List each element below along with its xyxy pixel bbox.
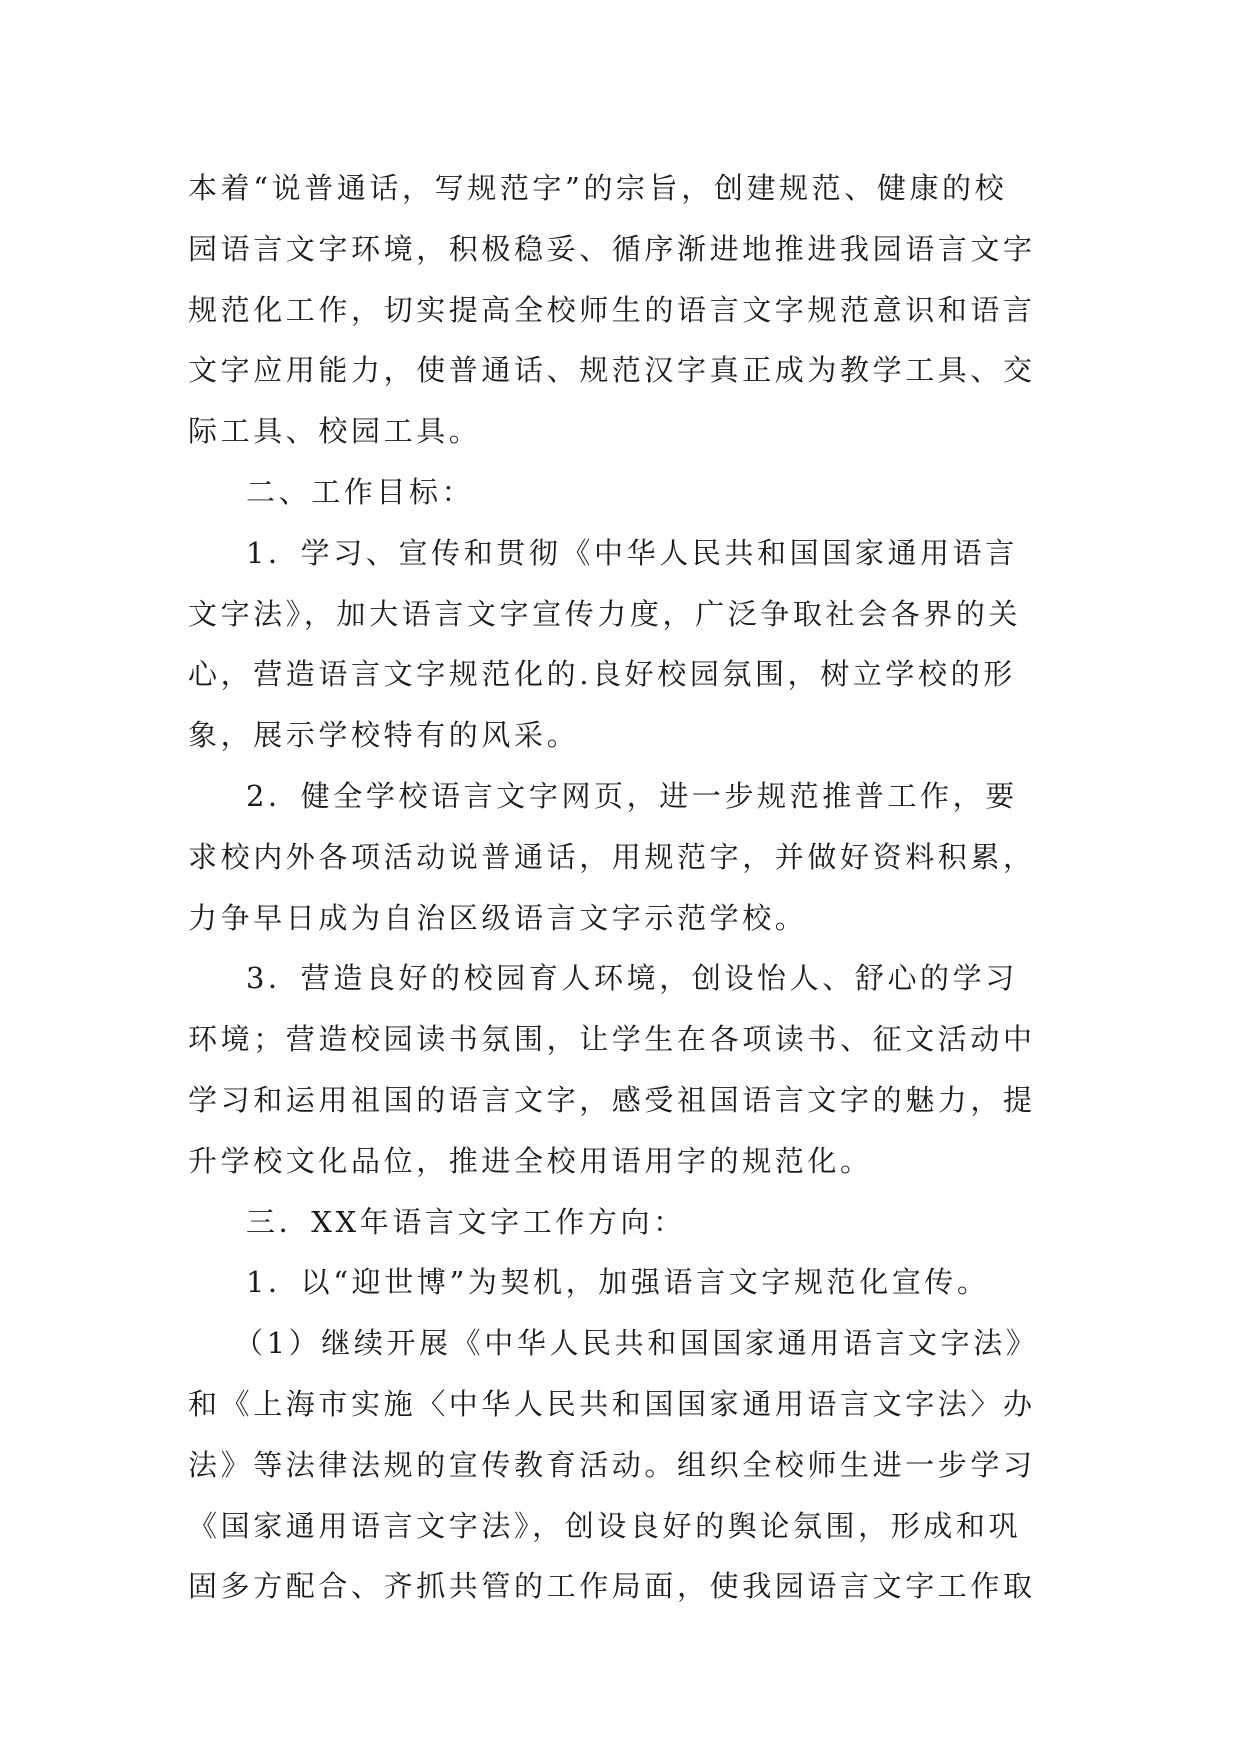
- text-line: 际工具、校园工具。: [188, 414, 482, 449]
- text-line: 规范化工作，切实提高全校师生的语言文字规范意识和语言: [188, 292, 1036, 327]
- text-line: 文字法》，加大语言文字宣传力度，广泛争取社会各界的关: [188, 596, 1022, 631]
- text-line: 文字应用能力，使普通话、规范汉字真正成为教学工具、交: [188, 353, 1036, 388]
- text-line: 1．以“迎世博”为契机，加强语言文字规范化宣传。: [246, 1265, 990, 1300]
- text-line: 法》等法律法规的宣传教育活动。组织全校师生进一步学习: [188, 1447, 1036, 1482]
- text-line: 和《上海市实施〈中华人民共和国国家通用语言文字法〉办: [188, 1386, 1036, 1421]
- text-line: 学习和运用祖国的语言文字，感受祖国语言文字的魅力，提: [188, 1082, 1036, 1117]
- text-line: 2．健全学校语言文字网页，进一步规范推普工作，要: [246, 778, 1018, 813]
- text-line: 固多方配合、齐抓共管的工作局面，使我园语言文字工作取: [188, 1569, 1036, 1604]
- text-line: 象，展示学校特有的风采。: [188, 718, 580, 753]
- text-line: 3．营造良好的校园育人环境，创设怡人、舒心的学习: [246, 961, 1018, 996]
- text-line: 求校内外各项活动说普通话，用规范字，并做好资料积累，: [188, 839, 1036, 874]
- text-line: 园语言文字环境，积极稳妥、循序渐进地推进我园语言文字: [188, 231, 1036, 266]
- text-line: 升学校文化品位，推进全校用语用字的规范化。: [188, 1143, 873, 1178]
- text-line: 1．学习、宣传和贯彻《中华人民共和国国家通用语言: [246, 535, 1018, 570]
- text-line: 心，营造语言文字规范化的.良好校园氛围，树立学校的形: [188, 657, 1016, 692]
- text-line: 《国家通用语言文字法》，创设良好的舆论氛围，形成和巩: [188, 1508, 1022, 1543]
- text-line: 本着“说普通话，写规范字”的宗旨，创建规范、健康的校: [188, 171, 1008, 205]
- text-line: 环境；营造校园读书氛围，让学生在各项读书、征文活动中: [188, 1022, 1036, 1057]
- document-body: [188, 158, 1068, 1617]
- text-line: 力争早日成为自治区级语言文字示范学校。: [188, 900, 808, 935]
- section-heading: 三．XX年语言文字工作方向：: [246, 1204, 686, 1239]
- section-heading: 二、工作目标：: [246, 474, 475, 509]
- text-line: （1）继续开展《中华人民共和国国家通用语言文字法》: [234, 1326, 1039, 1361]
